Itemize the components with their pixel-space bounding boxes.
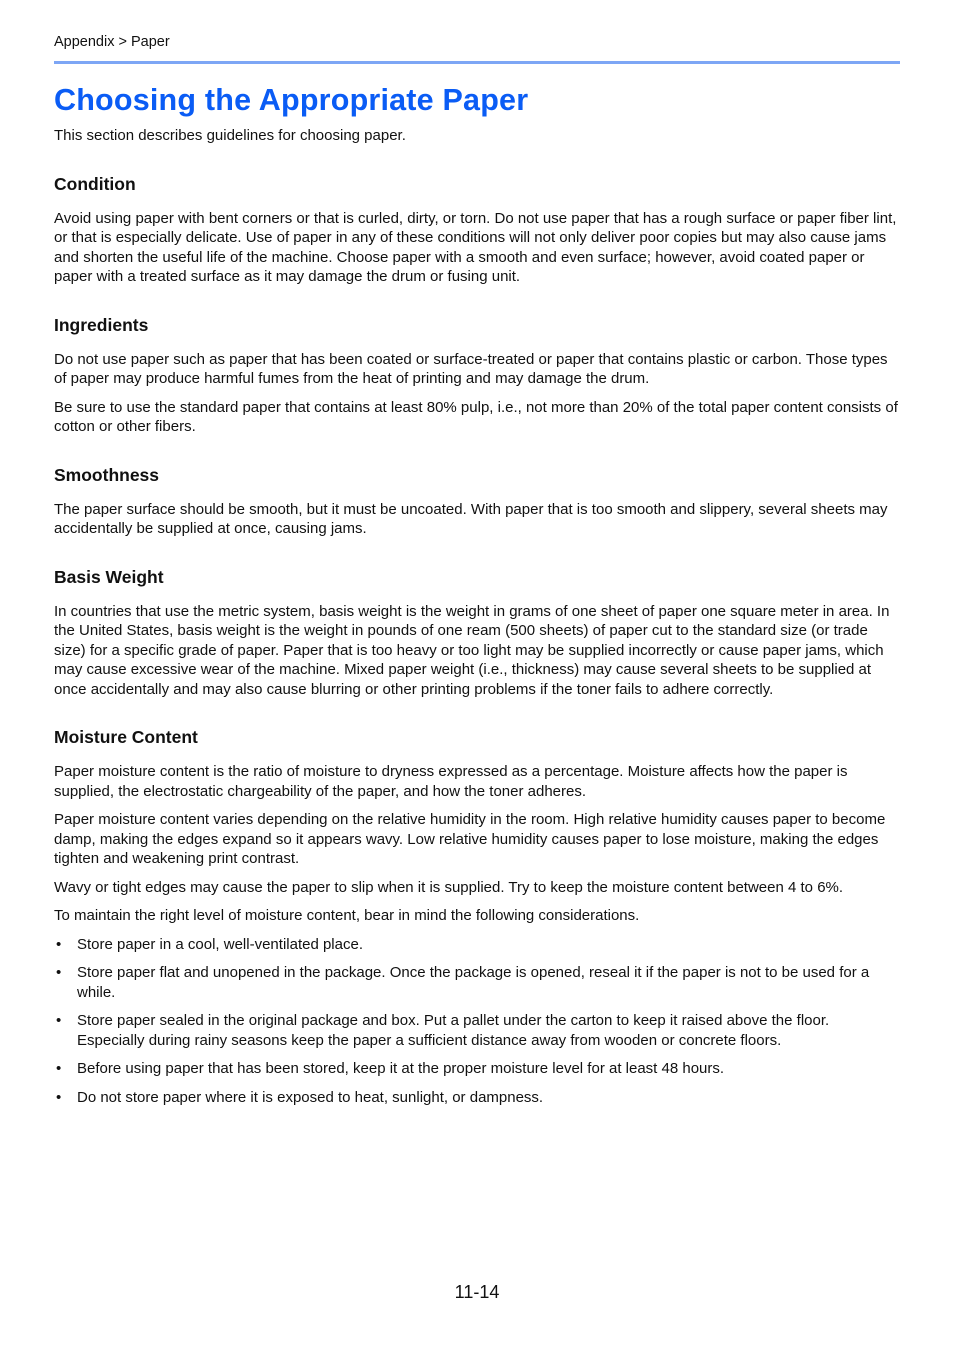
moisture-bullet-list <box>54 935 900 1108</box>
paragraph: Avoid using paper with bent corners or that is curled, dirty, or torn. Do not use paper that has a rough surface or paper fiber lint, or that is especially delicate. Use of paper in any of these conditions will not only deliver poor copies but may also cause jams and shorten the useful life of the machine. Choose paper with a smooth and even surface; however, avoid coated paper or paper with a treated surface as it may damage the drum or fusing unit. <box>54 209 897 285</box>
section-heading: Ingredients <box>54 314 149 335</box>
main-content <box>54 126 900 1116</box>
paragraph: In countries that use the metric system, basis weight is the weight in grams of one sheet of paper one square meter in area. In the United States, basis weight is the weight in pounds of one ream (500 sheets) of paper cut to the standard size (or trade size) for a specific grade of paper. Paper that is too heavy or too light may be supplied incorrectly or cause paper jams, which may cause excessive wear of the machine. Mixed paper weight (i.e., thickness) may cause several sheets to be supplied at once accidentally and may also cause blurring or other printing problems if the toner fails to adhere correctly. <box>54 602 890 698</box>
section-heading: Smoothness <box>54 464 160 485</box>
section-basis-weight <box>54 566 900 700</box>
page-title: Choosing the Appropriate Paper <box>54 83 529 117</box>
paragraph: Wavy or tight edges may cause the paper to slip when it is supplied. Try to keep the moisture content between 4 to 6%. <box>54 878 844 896</box>
intro-text: This section describes guidelines for choosing paper. <box>54 127 406 144</box>
section-heading: Moisture Content <box>54 727 198 747</box>
paragraph: Paper moisture content varies depending on the relative humidity in the room. High relative humidity causes paper to become damp, making the edges expand so it appears wavy. Low relative humidity causes paper to lose moisture, making the edges tighten and weakening print contrast. <box>54 811 886 867</box>
section-ingredients <box>54 314 900 437</box>
section-condition <box>54 173 900 287</box>
paragraph: Do not use paper such as paper that has been coated or surface-treated or paper that contains plastic or carbon. Those types of paper may produce harmful fumes from the heat of printing and may damage the drum. <box>54 350 888 387</box>
bullet-icon: • <box>56 964 62 981</box>
breadcrumb: Appendix > Paper <box>54 34 170 50</box>
page-number: 11-14 <box>454 1282 500 1302</box>
section-moisture-content <box>54 726 900 1107</box>
paragraph: To maintain the right level of moisture content, bear in mind the following considerations. <box>54 907 640 924</box>
bullet-icon: • <box>56 935 62 953</box>
paragraph: Paper moisture content is the ratio of moisture to dryness expressed as a percentage. Moisture affects how the paper is supplied, the electrostatic chargeability of the paper, and how the toner adheres. <box>54 763 848 800</box>
list-item <box>54 963 900 1002</box>
list-item <box>54 1059 900 1079</box>
bullet-icon: • <box>56 1060 62 1077</box>
bullet-icon: • <box>56 1012 62 1029</box>
paragraph: Be sure to use the standard paper that contains at least 80% pulp, i.e., not more than 20% of the total paper content consists of cotton or other fibers. <box>54 398 898 435</box>
list-item-text: Store paper flat and unopened in the package. Once the package is opened, reseal it if the paper is not to be used for a while. <box>77 964 870 1001</box>
header-divider <box>54 61 900 64</box>
list-item <box>54 1088 900 1108</box>
list-item-text: Store paper in a cool, well-ventilated place. <box>77 935 363 953</box>
list-item-text: Do not store paper where it is exposed to heat, sunlight, or dampness. <box>77 1088 544 1106</box>
section-smoothness <box>54 464 900 539</box>
list-item-text: Store paper sealed in the original package and box. Put a pallet under the carton to keep it raised above the floor. Especially during rainy seasons keep the paper a sufficient distance away from wooden or concrete floors. <box>77 1012 830 1049</box>
list-item <box>54 935 900 955</box>
bullet-icon: • <box>56 1088 62 1106</box>
section-heading: Basis Weight <box>54 566 164 587</box>
list-item <box>54 1011 900 1050</box>
paragraph: The paper surface should be smooth, but it must be uncoated. With paper that is too smooth and slippery, several sheets may accidentally be supplied at once, causing jams. <box>54 500 888 537</box>
list-item-text: Before using paper that has been stored, keep it at the proper moisture level for at least 48 hours. <box>77 1060 725 1077</box>
section-heading: Condition <box>54 173 136 194</box>
